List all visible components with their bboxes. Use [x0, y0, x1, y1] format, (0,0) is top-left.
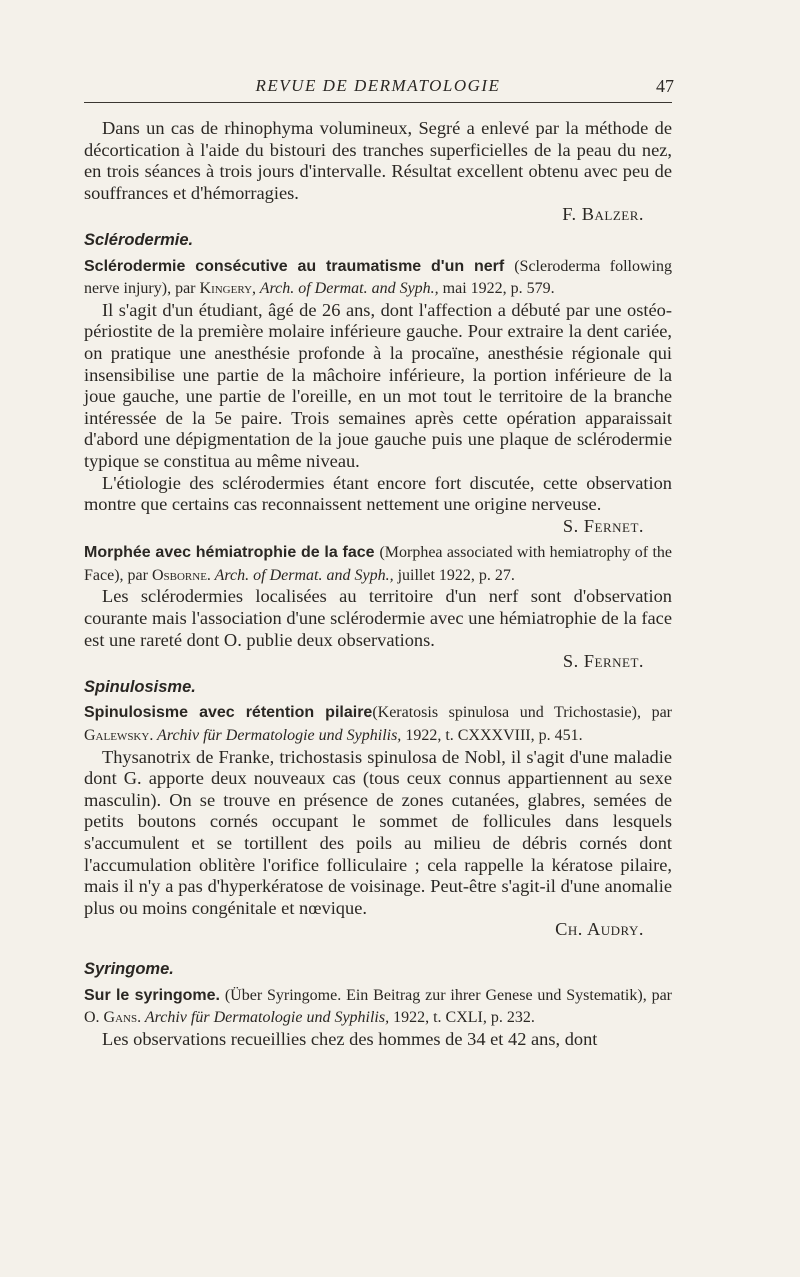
section-spacer: [84, 941, 672, 955]
entry-title: Morphée avec hémiatrophie de la face: [84, 544, 375, 562]
entry-heading: [84, 541, 672, 586]
entry-title: Sclérodermie consécutive au traumatisme d'un nerf: [84, 257, 505, 275]
entry-signature: S. Fernet.: [562, 515, 644, 536]
entry-reference: (Morphea associated with hemiatrophy of the Face), par Osborne. Arch. of Dermat. and Syph., juillet 1922, p. 27.: [84, 544, 672, 584]
entry-paragraph: Il s'agit d'un étudiant, âgé de 26 ans, dont l'affection a débuté par une ostéo-périostite de la première molaire inférieure gauche. Pour extraire la dent cariée, on pratique une anesthésie profonde à la procaïne, anesthésie régionale qui insensibilise une partie de la mâchoire inférieure, la portion inférieure de la joue gauche, une partie de l'oreille, en un mot tout le territoire de la branche intéressée de la 5e paire. Trois semaines après cette opération apparaissait d'abord une dépigmentation de la joue gauche puis une plaque de sclérodermie typique se constitua au même niveau.: [84, 299, 672, 471]
signature-text: F. Balzer.: [562, 204, 644, 225]
entry-paragraph: Thysanotrix de Franke, trichostasis spinulosa de Nobl, il s'agit d'une maladie dont G. apporte deux nouveaux cas (tous ceux connus appartiennent au sexe masculin). On se trouve en présence de zones cutanées, glabres, semées de petits boutons cornés occupant le sommet de follicules dans lesquels s'accumulent et se tortillent des poils au milieu de débris cornés dont l'accumulation oblitère l'orifice folliculaire ; cela rappelle la kératose pilaire, mais il n'y a pas d'hyperkératose de voisinage. Peut-être s'agit-il d'une anomalie plus ou moins congénitale et nœvique.: [84, 746, 672, 918]
article-body: [84, 118, 672, 1050]
intro-signature: [84, 204, 672, 226]
entry-paragraph: Les observations recueillies chez des hommes de 34 et 42 ans, dont: [102, 1028, 598, 1049]
running-header: [84, 74, 672, 103]
section-heading-spinulosisme: Spinulosisme.: [84, 677, 196, 696]
entry-title: Sur le syringome.: [84, 986, 220, 1004]
entry-paragraph: Les sclérodermies localisées au territoire d'un nerf sont d'observation courante mais l'association d'une sclérodermie avec une hémiatrophie de la face est une rareté dont O. publie deux observations.: [84, 586, 672, 650]
entry-signature: S. Fernet.: [562, 651, 644, 672]
section-heading-syringome: Syringome.: [84, 959, 174, 978]
entry-heading: [84, 255, 672, 300]
section-heading-sclerodermie: Sclérodermie.: [84, 230, 194, 249]
page-number: 47: [656, 76, 674, 96]
intro-paragraph: Dans un cas de rhinophyma volumineux, Segré a enlevé par la méthode de décortication à l'aide du bistouri des tranches superficielles de la peau du nez, en trois séances à trois jours d'intervalle. Résultat excellent obtenu avec peu de souffrances et d'hémorragies.: [84, 118, 672, 203]
running-title: REVUE DE DERMATOLOGIE: [255, 76, 501, 95]
entry-reference: (Über Syringome. Ein Beitrag zur ihrer Genese und Systematik), par O. Gans. Archiv für Dermatologie und Syphilis, 1922, t. CXLI, p. 232.: [84, 986, 672, 1027]
entry-reference: (Keratosis spinulosa und Trichostasie), par Galewsky. Archiv für Dermatologie und Syphilis, 1922, t. CXXXVIII, p. 451.: [84, 704, 672, 745]
entry-heading: [84, 984, 672, 1029]
entry-title: Spinulosisme avec rétention pilaire: [84, 704, 373, 722]
entry-heading: [84, 701, 672, 746]
entry-paragraph: L'étiologie des sclérodermies étant encore fort discutée, cette observation montre que certains cas reconnaissent nettement une origine nerveuse.: [84, 472, 672, 515]
entry-reference: (Scleroderma following nerve injury), par Kingery, Arch. of Dermat. and Syph., mai 1922, p. 579.: [84, 257, 673, 298]
entry-signature: Ch. Audry.: [555, 919, 644, 940]
